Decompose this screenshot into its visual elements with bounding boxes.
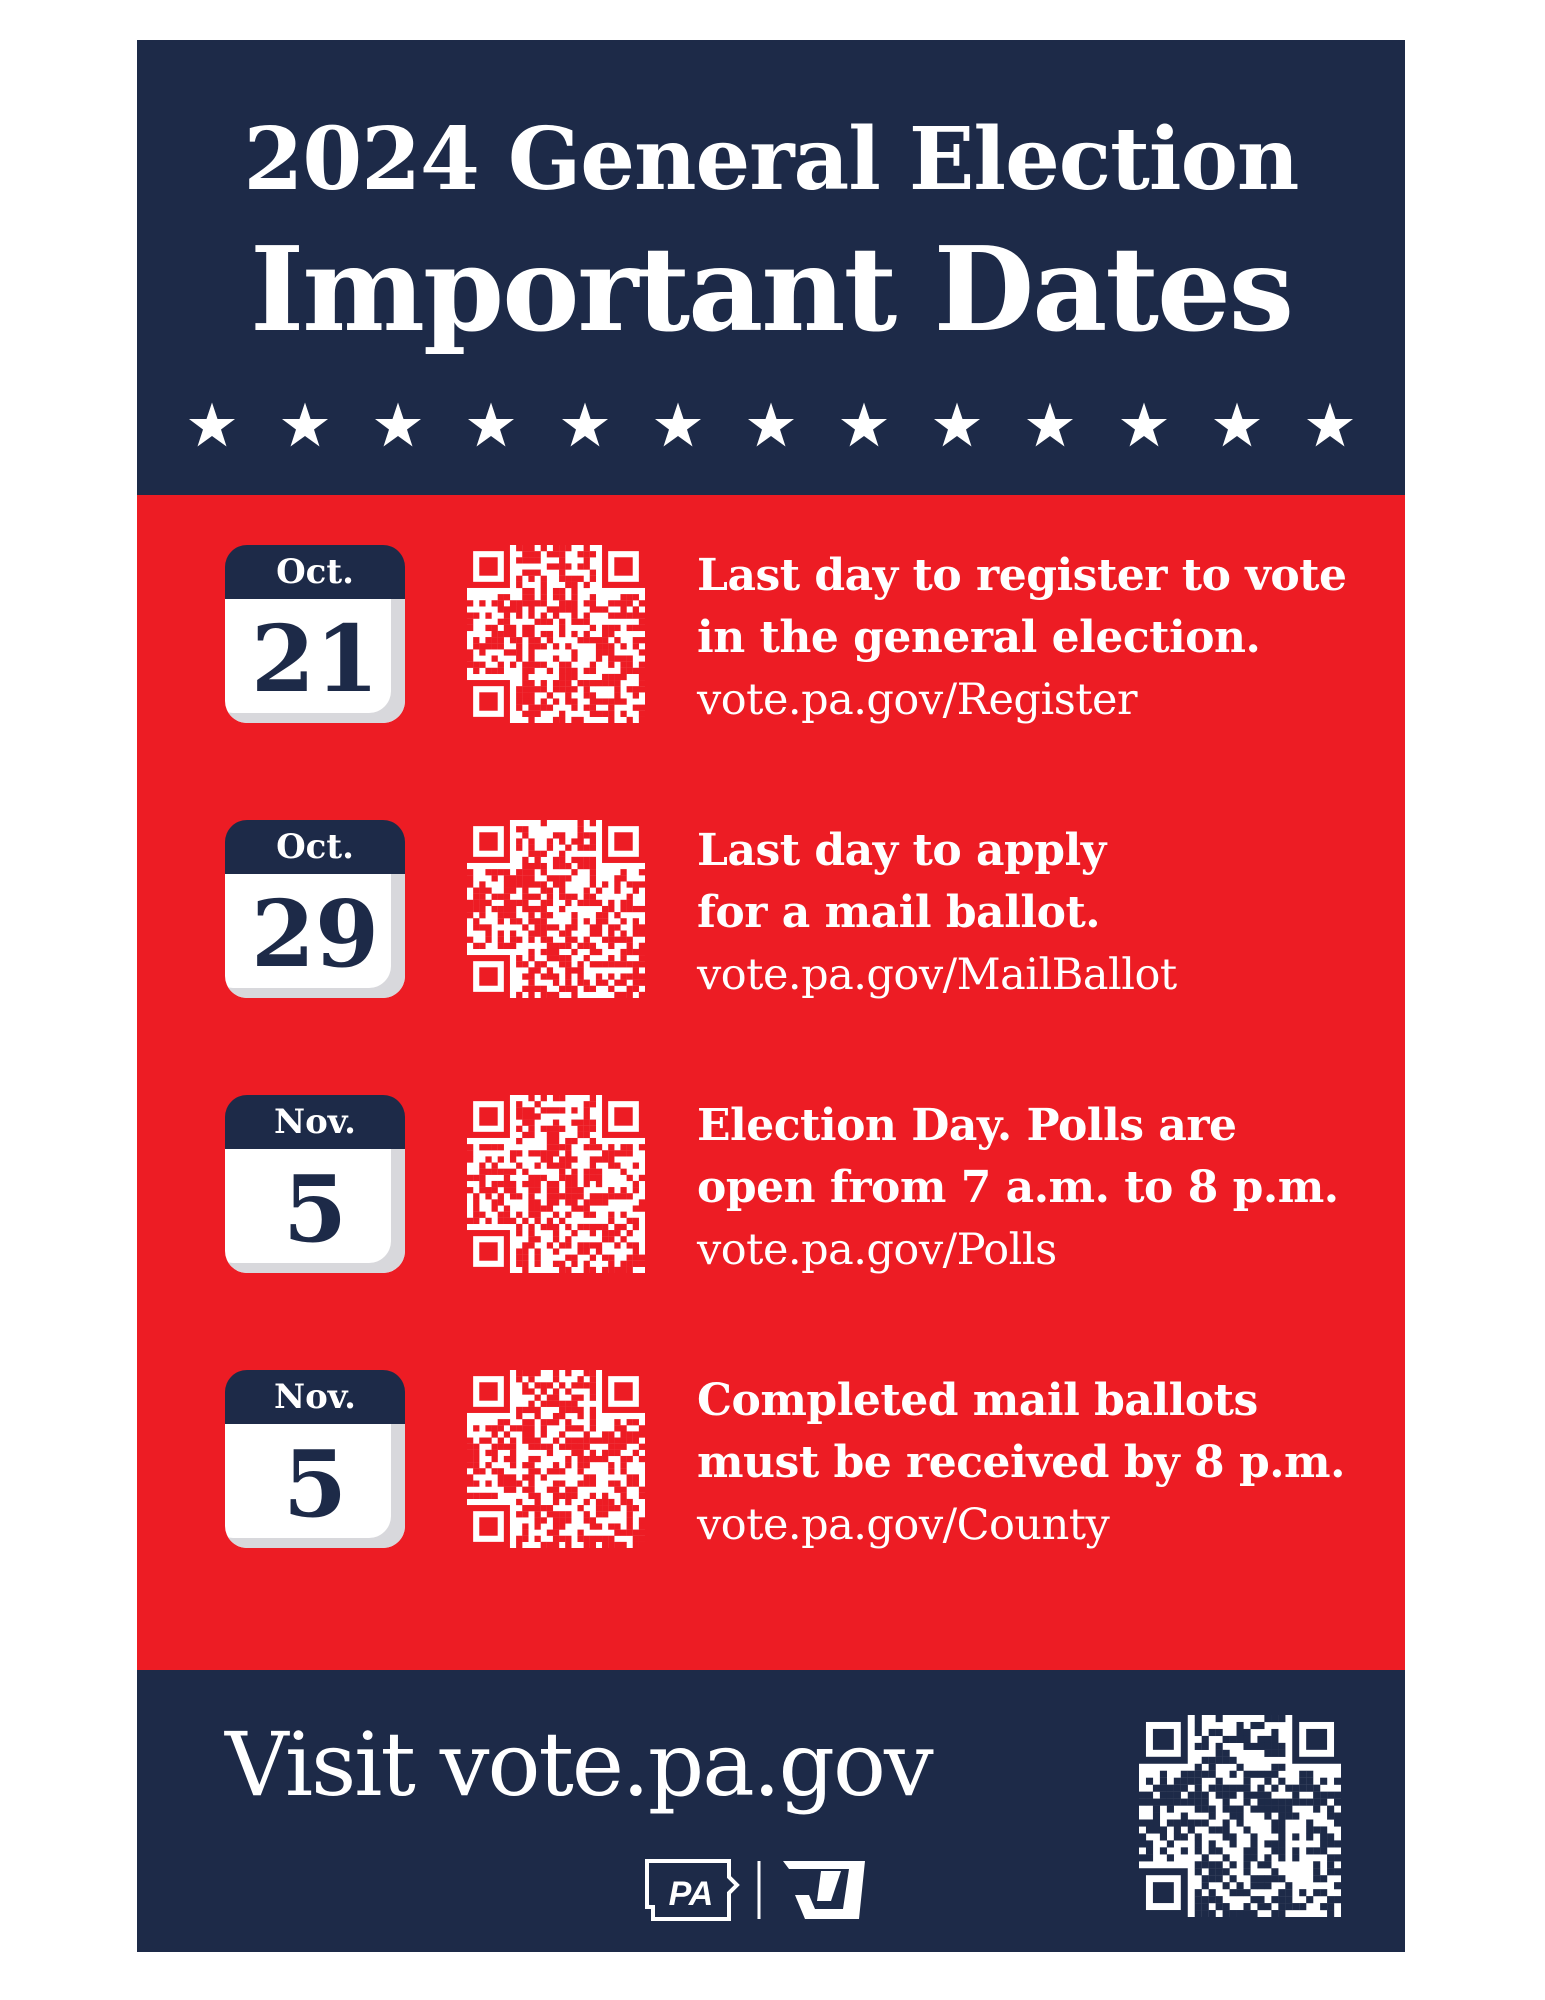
calendar-month: Oct. — [225, 545, 405, 599]
star-icon — [1212, 400, 1262, 450]
date-row — [137, 545, 1405, 735]
qr-code-icon[interactable] — [467, 1095, 645, 1273]
calendar-day: 21 — [225, 599, 405, 723]
calendar-day: 29 — [225, 874, 405, 998]
star-icon — [746, 400, 796, 450]
header-panel — [137, 40, 1405, 495]
visit-website-text[interactable]: Visit vote.pa.gov — [225, 1713, 932, 1816]
dates-panel — [137, 495, 1405, 1670]
date-description: Last day to register to vote in the general election. — [697, 550, 1347, 663]
date-row — [137, 1370, 1405, 1560]
date-url[interactable]: vote.pa.gov/Polls — [697, 1225, 1057, 1275]
star-icon — [466, 400, 516, 450]
star-icon — [1119, 400, 1169, 450]
star-icon — [1025, 400, 1075, 450]
date-row — [137, 820, 1405, 1010]
star-icon — [1305, 400, 1355, 450]
date-info — [697, 820, 1387, 1006]
calendar-icon — [225, 1370, 405, 1548]
star-icon — [839, 400, 889, 450]
title-line-1: 2024 General Election — [243, 109, 1299, 210]
date-description: Completed mail ballots must be received by 8 p.m. — [697, 1375, 1345, 1488]
qr-code-icon[interactable] — [467, 820, 645, 998]
qr-code-icon[interactable] — [467, 545, 645, 723]
date-url[interactable]: vote.pa.gov/County — [697, 1500, 1110, 1550]
date-url[interactable]: vote.pa.gov/Register — [697, 675, 1138, 725]
date-url[interactable]: vote.pa.gov/MailBallot — [697, 950, 1177, 1000]
pa-keystone-logo-icon — [645, 1855, 885, 1925]
calendar-day: 5 — [225, 1149, 405, 1273]
calendar-icon — [225, 820, 405, 998]
star-icon — [932, 400, 982, 450]
date-description: Election Day. Polls are open from 7 a.m. to 8 p.m. — [697, 1100, 1339, 1213]
star-icon — [653, 400, 703, 450]
date-description: Last day to apply for a mail ballot. — [697, 825, 1106, 938]
date-info — [697, 1095, 1387, 1281]
qr-code-icon[interactable] — [1139, 1715, 1341, 1917]
qr-code-icon[interactable] — [467, 1370, 645, 1548]
calendar-month: Nov. — [225, 1095, 405, 1149]
star-row — [187, 395, 1355, 455]
calendar-month: Oct. — [225, 820, 405, 874]
date-row — [137, 1095, 1405, 1285]
calendar-month: Nov. — [225, 1370, 405, 1424]
title-line-2: Important Dates — [249, 222, 1293, 358]
date-info — [697, 545, 1387, 731]
date-info — [697, 1370, 1387, 1556]
poster — [137, 40, 1405, 1952]
calendar-day: 5 — [225, 1424, 405, 1548]
pa-logo-text: PA — [668, 1875, 714, 1913]
pa-logos — [645, 1855, 885, 1925]
calendar-icon — [225, 1095, 405, 1273]
star-icon — [280, 400, 330, 450]
star-icon — [187, 400, 237, 450]
star-icon — [373, 400, 423, 450]
calendar-icon — [225, 545, 405, 723]
footer-panel — [137, 1670, 1405, 1952]
star-icon — [560, 400, 610, 450]
